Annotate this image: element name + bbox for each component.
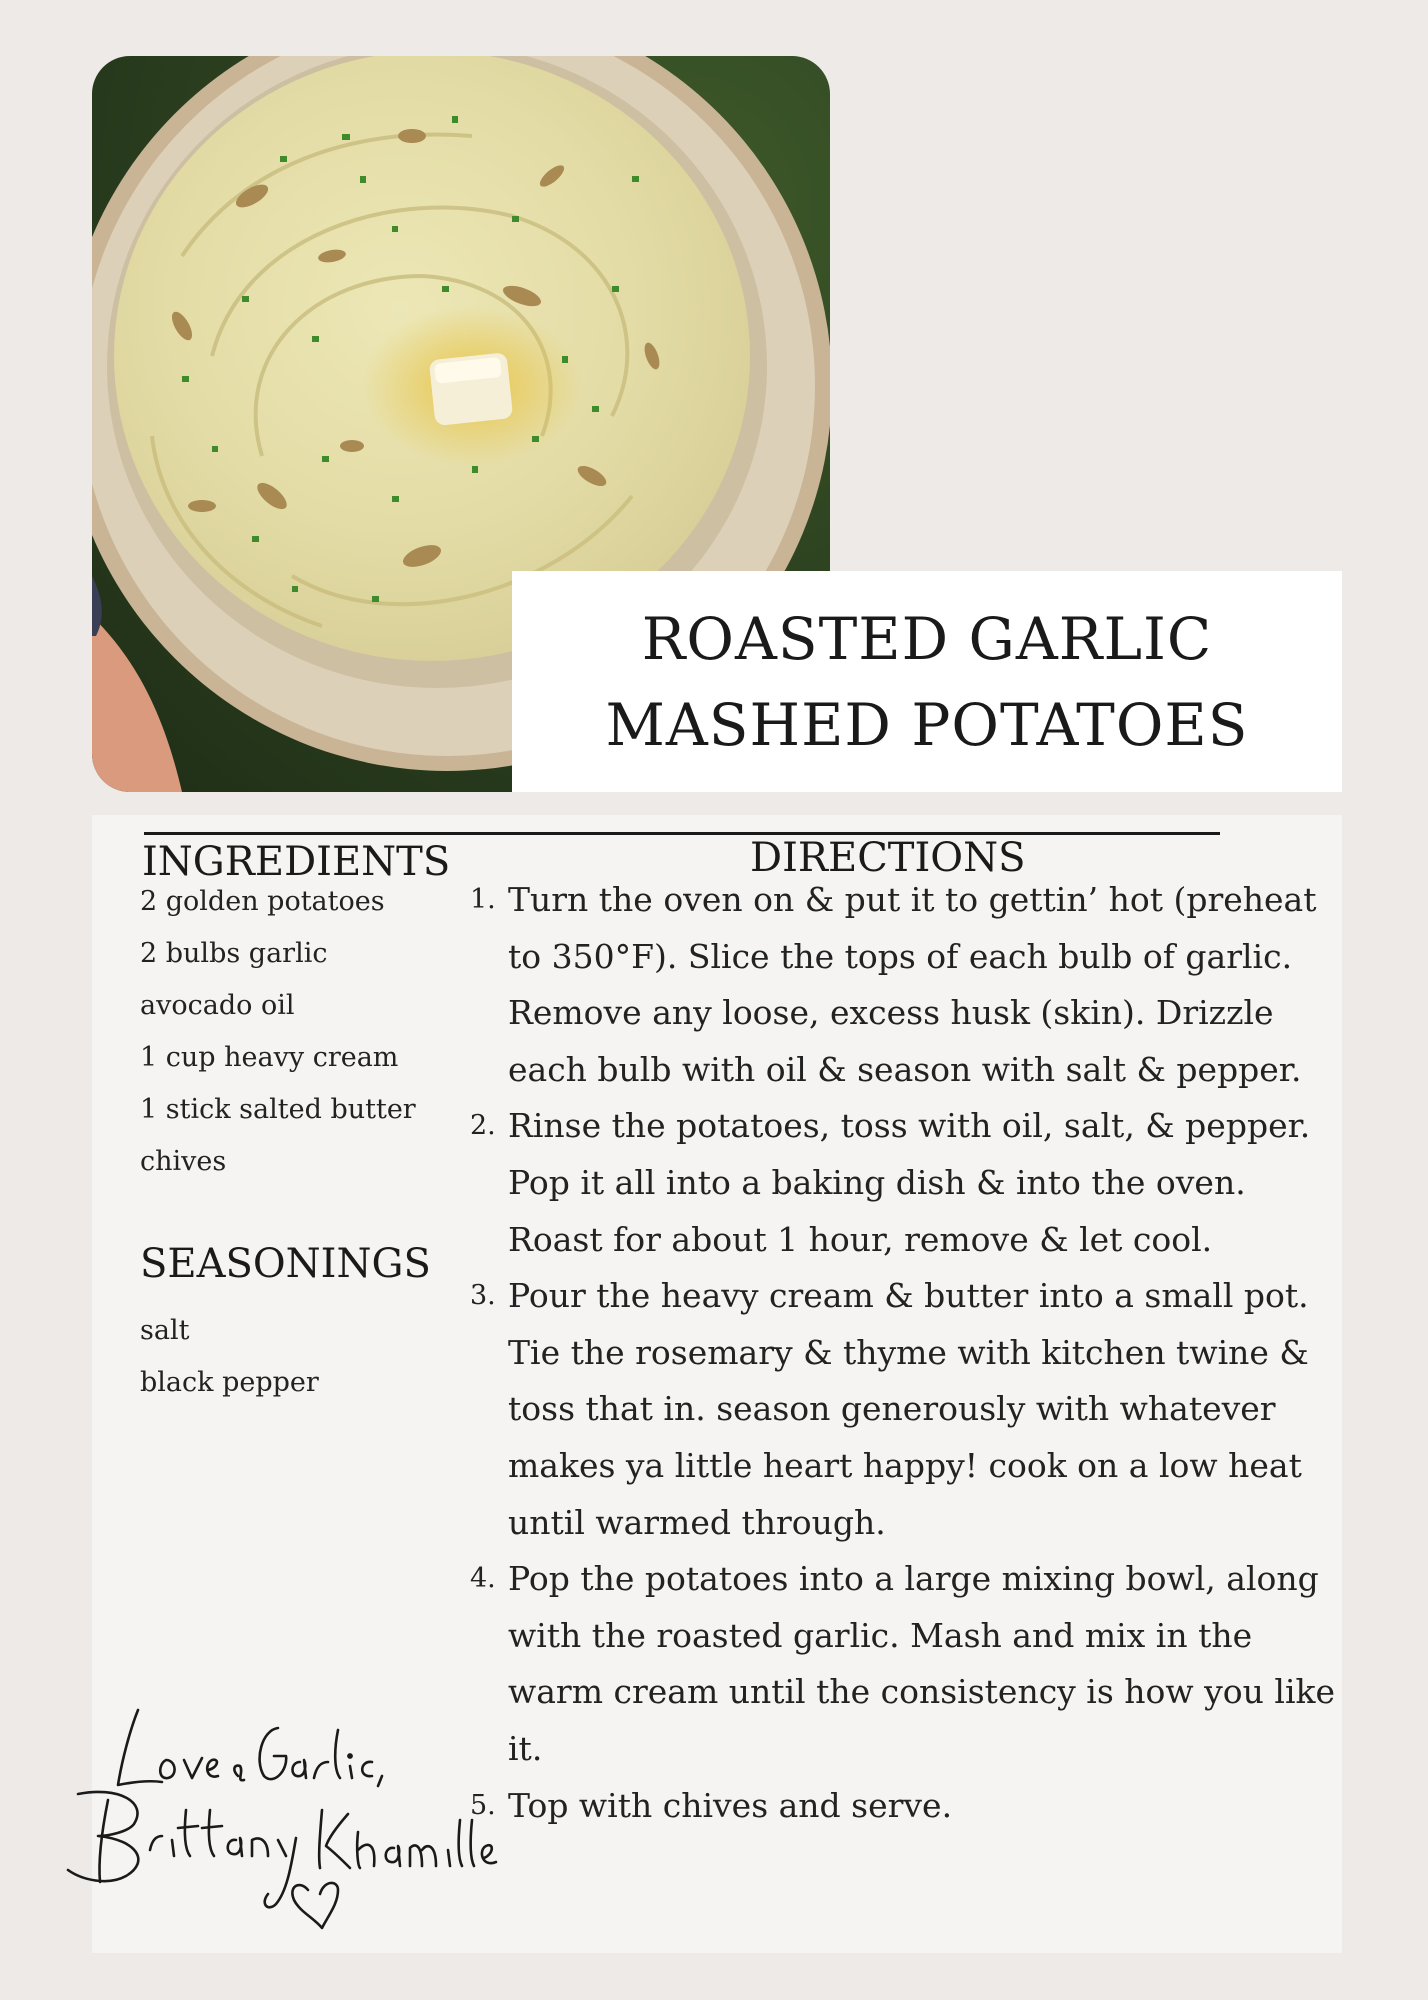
direction-step (470, 872, 1330, 1098)
step-number: 1. (470, 884, 496, 915)
recipe-title-line-1: ROASTED GARLIC (641, 604, 1213, 673)
direction-step (470, 1098, 1330, 1268)
seasoning-item: salt (140, 1315, 190, 1346)
ingredient-item: 1 stick salted butter (140, 1094, 416, 1125)
ingredient-item: chives (140, 1146, 227, 1177)
step-number: 3. (470, 1280, 496, 1312)
title-card (512, 571, 1342, 792)
step-text: Turn the oven on & put it to gettin’ hot (preheat to 350°F). Slice the tops of each bulb of garlic. Remove any loose, excess husk (skin). Drizzle each bulb with oil & season with salt & pepper. (508, 880, 1317, 1089)
recipe-title-line-2: MASHED POTATOES (605, 690, 1249, 759)
direction-step (470, 1268, 1330, 1551)
seasonings-list (140, 1305, 319, 1409)
ingredients-heading: INGREDIENTS (142, 839, 451, 885)
direction-step (470, 1551, 1336, 1777)
heading-divider (144, 832, 1220, 835)
ingredient-item: 2 golden potatoes (140, 886, 385, 917)
step-text: Top with chives and serve. (508, 1785, 953, 1825)
seasonings-heading: SEASONINGS (140, 1241, 431, 1287)
ingredient-item: 2 bulbs garlic (140, 938, 328, 969)
handwritten-signature (38, 1690, 498, 1930)
direction-step (470, 1778, 1330, 1835)
step-text: Pop the potatoes into a large mixing bowl, along with the roasted garlic. Mash and mix in the warm cream until the consistency is how you like it. (508, 1559, 1336, 1768)
step-text: Pour the heavy cream & butter into a small pot. Tie the rosemary & thyme with kitchen twine & toss that in. season generously with whatever makes ya little heart happy! cook on a low heat until warmed through. (508, 1276, 1309, 1542)
step-number: 4. (470, 1563, 496, 1595)
ingredients-list (140, 876, 416, 1188)
seasoning-item: black pepper (140, 1367, 319, 1398)
directions-list (470, 872, 1336, 1834)
ingredient-item: avocado oil (140, 990, 295, 1021)
step-number: 2. (470, 1110, 496, 1142)
directions-heading: DIRECTIONS (750, 835, 1026, 881)
ingredient-item: 1 cup heavy cream (140, 1042, 399, 1073)
step-text: Rinse the potatoes, toss with oil, salt, & pepper. Pop it all into a baking dish & into the oven. Roast for about 1 hour, remove & let cool. (508, 1106, 1311, 1259)
step-number: 5. (470, 1789, 496, 1821)
